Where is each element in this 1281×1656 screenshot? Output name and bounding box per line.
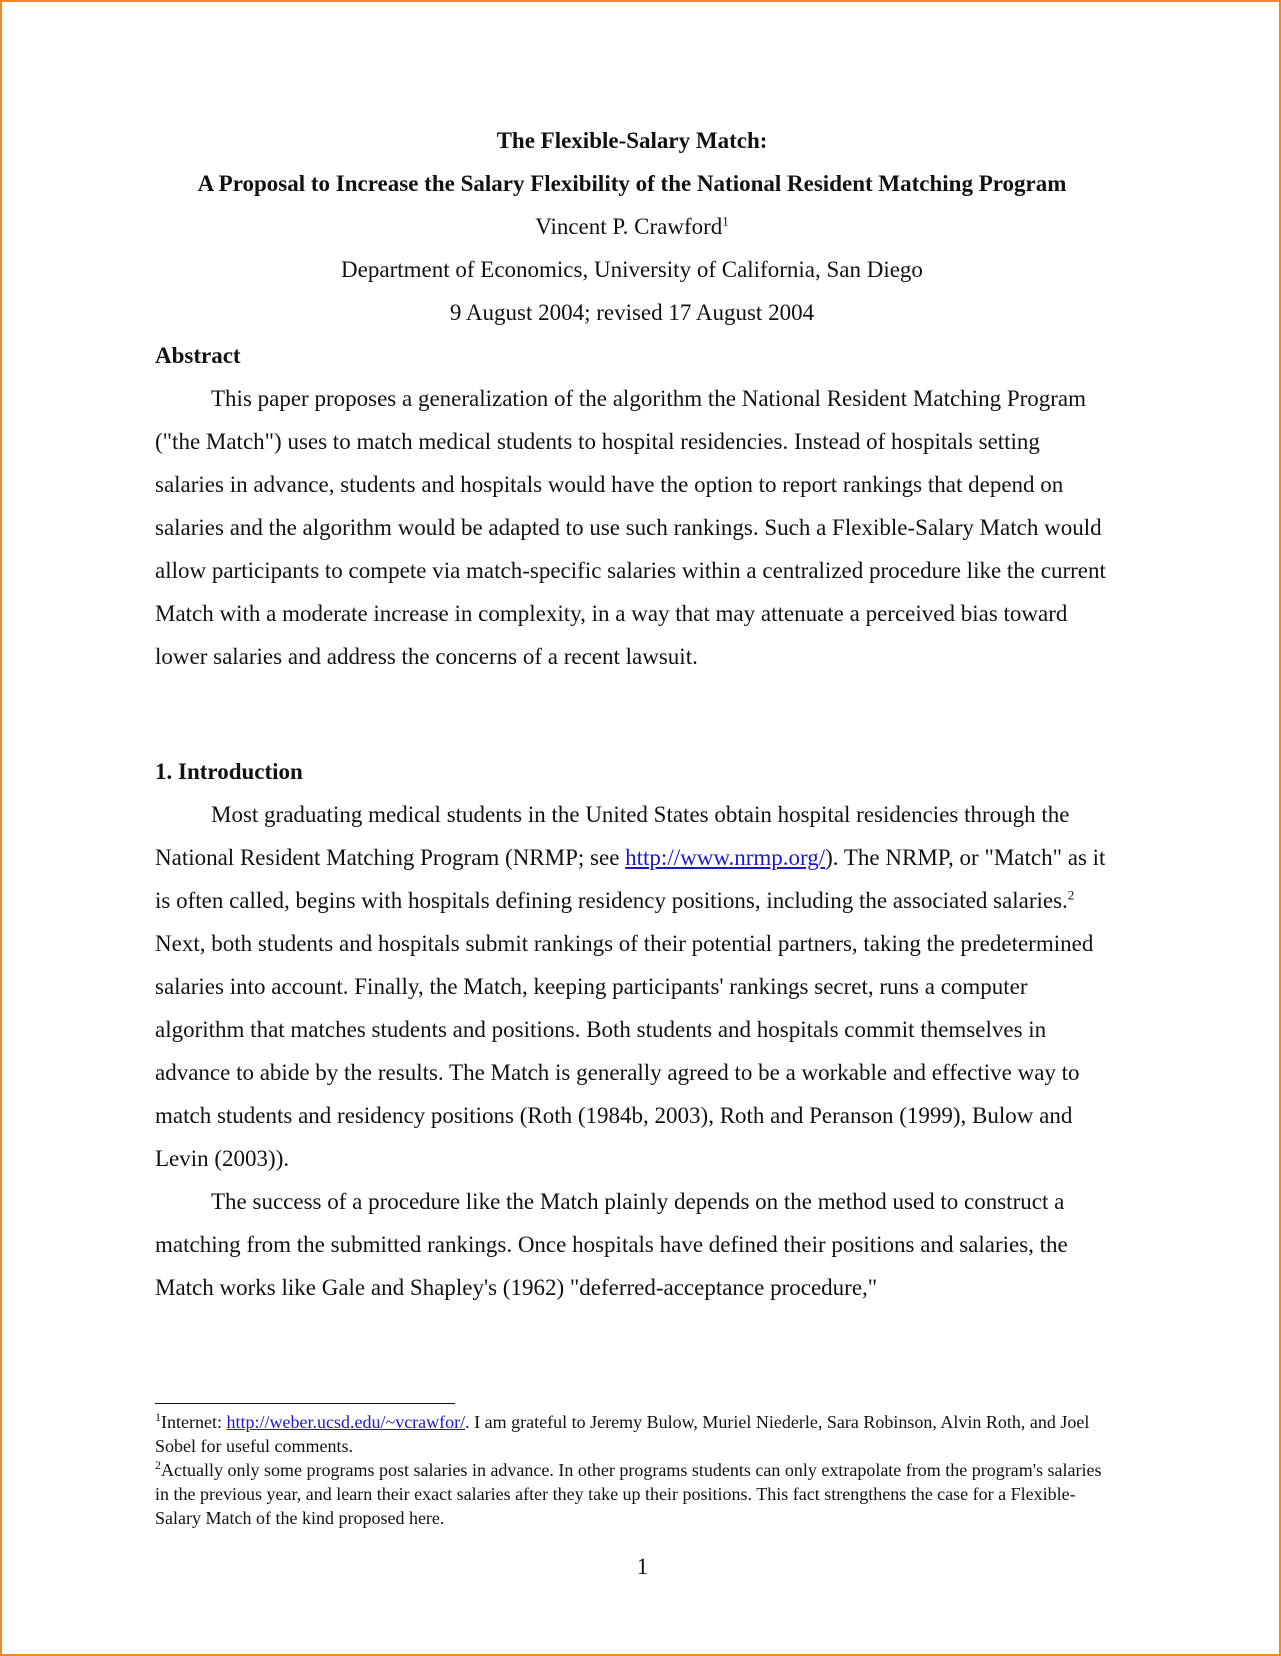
page-number: 1 bbox=[636, 1554, 649, 1579]
introduction-heading: 1. Introduction bbox=[155, 759, 303, 784]
abstract-heading: Abstract bbox=[155, 343, 241, 368]
footnote-1 bbox=[155, 1410, 1109, 1458]
footnotes bbox=[155, 1410, 1109, 1530]
paragraph-text: ). The NRMP, or "Match" as it is often called, begins with hospitals defining residency positions, including the associated salaries. bbox=[155, 845, 1106, 913]
footnote-text: . I am grateful to Jeremy Bulow, Muriel Niederle, Sara Robinson, Alvin Roth, and Joel Sobel for useful comments. bbox=[155, 1412, 1090, 1456]
footnote-2 bbox=[155, 1458, 1109, 1530]
footnote-number: 1 bbox=[155, 1410, 161, 1424]
footnote-mark[interactable]: 2 bbox=[1067, 887, 1075, 903]
footnote-separator bbox=[155, 1403, 455, 1404]
paper-subtitle: A Proposal to Increase the Salary Flexibility of the National Resident Matching Program bbox=[197, 171, 1067, 196]
author-homepage-link[interactable]: http://weber.ucsd.edu/~vcrawfor/ bbox=[226, 1412, 466, 1432]
abstract-text: This paper proposes a generalization of the algorithm the National Resident Matching Program ("the Match") uses to match medical students to hospital residencies. Instead of hospitals setting salaries in advance, students and hospitals would have the option to report rankings that depend on salaries and the algorithm would be adapted to use such rankings. Such a Flexible-Salary Match would allow participants to compete via match-specific salaries within a centralized procedure like the current Match with a moderate increase in complexity, in a way that may attenuate a perceived bias toward lower salaries and address the concerns of a recent lawsuit. bbox=[155, 386, 1106, 669]
paragraph-text: Next, both students and hospitals submit rankings of their potential partners, taking the predetermined salaries into account. Finally, the Match, keeping participants' rankings secret, runs a computer algorithm that matches students and positions. Both students and hospitals commit themselves in advance to abide by the results. The Match is generally agreed to be a workable and effective way to match students and residency positions (Roth (1984b, 2003), Roth and Peranson (1999), Bulow and Levin (2003)). bbox=[155, 931, 1094, 1171]
introduction-paragraph-2: The success of a procedure like the Match plainly depends on the method used to construct a matching from the submitted rankings. Once hospitals have defined their positions and salaries, the Match works like Gale and Shapley's (1962) "deferred-acceptance procedure," bbox=[155, 1189, 1068, 1300]
paragraph-text: Most graduating medical students in the United States obtain hospital residencies through the National Resident Matching Program (NRMP; see bbox=[155, 802, 1070, 870]
footnote-number: 2 bbox=[155, 1458, 161, 1472]
footnote-mark[interactable]: 1 bbox=[722, 213, 729, 229]
affiliation: Department of Economics, University of California, San Diego bbox=[341, 257, 923, 282]
footnote-text: Actually only some programs post salaries in advance. In other programs students can only extrapolate from the program's salaries in the previous year, and learn their exact salaries after they take up their positions. This fact strengthens the case for a Flexible-Salary Match of the kind proposed here. bbox=[155, 1460, 1102, 1528]
introduction-paragraph-1 bbox=[155, 793, 1109, 1180]
abstract-section bbox=[155, 334, 1109, 678]
nrmp-link[interactable]: http://www.nrmp.org/ bbox=[625, 845, 826, 870]
introduction-section bbox=[155, 750, 1109, 1309]
paper-title: The Flexible-Salary Match: bbox=[496, 128, 768, 153]
author-name: Vincent P. Crawford bbox=[535, 214, 723, 239]
date-line: 9 August 2004; revised 17 August 2004 bbox=[449, 300, 815, 325]
footnote-text: Internet: bbox=[161, 1412, 227, 1432]
author-line bbox=[155, 205, 1109, 248]
title-block bbox=[155, 119, 1109, 334]
